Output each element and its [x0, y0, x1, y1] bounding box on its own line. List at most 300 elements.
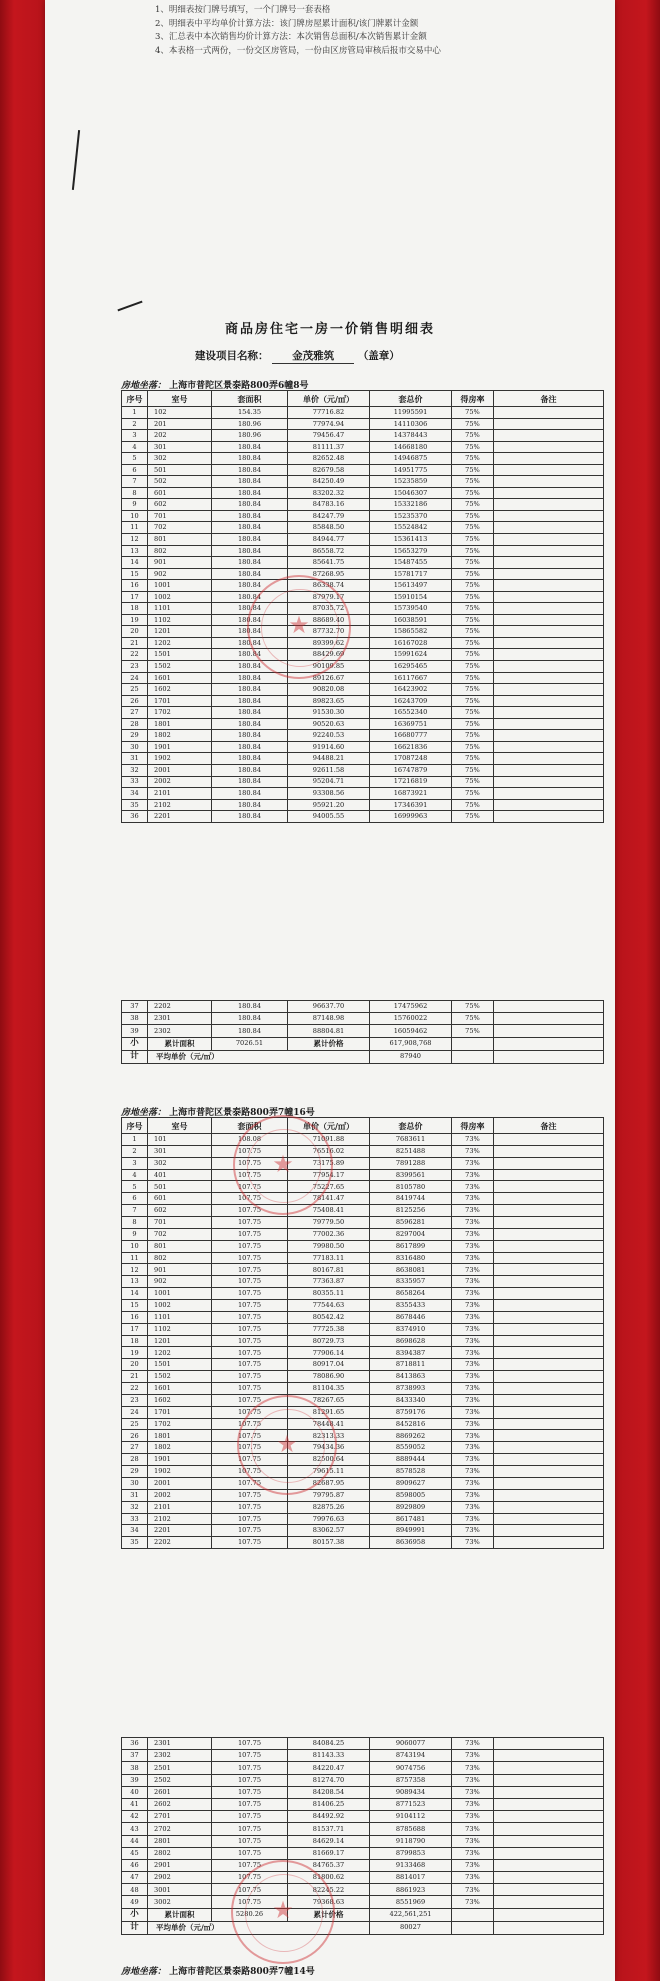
table-cell-remark: [494, 1466, 604, 1478]
table-cell-remark: [494, 1537, 604, 1549]
table-cell: 87035.72: [288, 603, 370, 615]
table-cell: 90820.08: [288, 684, 370, 696]
table-cell: 84492.92: [288, 1811, 370, 1823]
table-cell: 302: [148, 453, 212, 465]
table-cell: 7: [122, 476, 148, 488]
table-cell: 107.75: [212, 1264, 288, 1276]
table-cell: 8636958: [370, 1537, 452, 1549]
table-row: [122, 1228, 604, 1240]
table-cell: 80157.38: [288, 1537, 370, 1549]
table-cell: 1902: [148, 1466, 212, 1478]
table-cell: 36: [122, 1738, 148, 1750]
table-cell: 39: [122, 1774, 148, 1786]
table-cell: 75%: [452, 430, 494, 442]
table-cell: 95921.20: [288, 799, 370, 811]
location-line: [121, 1964, 315, 1977]
table-cell: 107.75: [212, 1181, 288, 1193]
table-row: [122, 1501, 604, 1513]
table-cell: 180.84: [212, 453, 288, 465]
table-row: [122, 1169, 604, 1181]
table-cell: 8759176: [370, 1406, 452, 1418]
table-cell: 801: [148, 534, 212, 546]
table-cell: 73%: [452, 1157, 494, 1169]
table-cell-remark: [494, 1300, 604, 1312]
table-cell: 80355.11: [288, 1288, 370, 1300]
table-row: [122, 1859, 604, 1871]
table-cell: 78448.41: [288, 1418, 370, 1430]
table-cell: 73%: [452, 1335, 494, 1347]
table-cell: 1901: [148, 1454, 212, 1466]
sales-table: [121, 390, 604, 823]
table-cell: 17475962: [370, 1001, 452, 1013]
table-cell: 21: [122, 1371, 148, 1383]
table-cell: 32: [122, 764, 148, 776]
table-cell: 107.75: [212, 1872, 288, 1884]
table-cell: 77183.11: [288, 1252, 370, 1264]
table-cell: 180.84: [212, 476, 288, 488]
table-cell-remark: [494, 811, 604, 823]
table-cell: 73%: [452, 1228, 494, 1240]
table-cell: 91914.60: [288, 741, 370, 753]
average-price-value: 80027: [370, 1921, 452, 1934]
page-title: 商品房住宅一房一价销售明细表: [224, 322, 435, 337]
table-cell: 84944.77: [288, 534, 370, 546]
table-cell: 95204.71: [288, 776, 370, 788]
table-cell: 107.75: [212, 1300, 288, 1312]
table-row: [122, 718, 604, 730]
column-header-area: 套面积: [212, 1118, 288, 1134]
table-cell: 17087248: [370, 753, 452, 765]
table-cell: 84783.16: [288, 499, 370, 511]
table-cell-remark: [494, 1430, 604, 1442]
official-seal: ★: [237, 1395, 337, 1495]
summary-row: [122, 1050, 604, 1063]
table-cell: 2801: [148, 1835, 212, 1847]
notes-list: [155, 4, 441, 58]
table-cell-remark: [494, 1738, 604, 1750]
table-cell: 73%: [452, 1811, 494, 1823]
table-row: [122, 1750, 604, 1762]
table-cell: 84220.47: [288, 1762, 370, 1774]
table-cell: 77002.36: [288, 1228, 370, 1240]
table-cell-remark: [494, 487, 604, 499]
table-cell-remark: [494, 1847, 604, 1859]
table-cell-remark: [494, 1896, 604, 1908]
table-cell: 94005.55: [288, 811, 370, 823]
table-cell: 180.84: [212, 487, 288, 499]
table-cell: 1601: [148, 672, 212, 684]
average-price-value: 87940: [370, 1050, 452, 1063]
table-row: [122, 1466, 604, 1478]
table-row: [122, 707, 604, 719]
table-cell: 180.84: [212, 1025, 288, 1037]
table-cell: 1102: [148, 614, 212, 626]
table-cell-remark: [494, 591, 604, 603]
table-row: [122, 637, 604, 649]
table-row: [122, 1311, 604, 1323]
table-cell: 75%: [452, 614, 494, 626]
table-cell: 79368.63: [288, 1896, 370, 1908]
table-cell: 107.75: [212, 1228, 288, 1240]
table-cell-remark: [494, 1525, 604, 1537]
table-cell-remark: [494, 1157, 604, 1169]
table-cell: 79434.36: [288, 1442, 370, 1454]
table-cell: 401: [148, 1169, 212, 1181]
table-cell-remark: [494, 464, 604, 476]
table-cell: 8559052: [370, 1442, 452, 1454]
table-cell: 33: [122, 1513, 148, 1525]
table-cell: 15: [122, 568, 148, 580]
table-cell-remark: [494, 718, 604, 730]
table-cell: 37: [122, 1750, 148, 1762]
table-cell: 180.84: [212, 499, 288, 511]
table-cell: 16167028: [370, 637, 452, 649]
table-cell: 2: [122, 1145, 148, 1157]
table-cell-remark: [494, 1501, 604, 1513]
table-cell: 7: [122, 1205, 148, 1217]
table-cell: 16552340: [370, 707, 452, 719]
table-cell: 107.75: [212, 1335, 288, 1347]
table-cell: 73%: [452, 1276, 494, 1288]
table-cell: 75%: [452, 464, 494, 476]
table-cell-remark: [494, 1335, 604, 1347]
table-cell: 107.75: [212, 1786, 288, 1798]
table-cell: 15865582: [370, 626, 452, 638]
table-cell: 75%: [452, 441, 494, 453]
table-cell: 107.75: [212, 1738, 288, 1750]
table-cell: 8658264: [370, 1288, 452, 1300]
table-cell: 180.96: [212, 430, 288, 442]
table-cell: 15991624: [370, 649, 452, 661]
table-cell: 75%: [452, 730, 494, 742]
table-row: [122, 799, 604, 811]
table-cell: 42: [122, 1811, 148, 1823]
table-cell: 75%: [452, 603, 494, 615]
table-cell: 77954.17: [288, 1169, 370, 1181]
table-cell: 8909627: [370, 1477, 452, 1489]
table-row: [122, 1252, 604, 1264]
column-header-area: 套面积: [212, 391, 288, 407]
table-cell: 8394387: [370, 1347, 452, 1359]
table-cell: 21: [122, 637, 148, 649]
table-cell: 10: [122, 510, 148, 522]
table-cell: 16117667: [370, 672, 452, 684]
table-cell: 92240.53: [288, 730, 370, 742]
table-cell: 107.75: [212, 1774, 288, 1786]
table-cell: 1601: [148, 1383, 212, 1395]
table-cell: 180.84: [212, 811, 288, 823]
table-cell: 1201: [148, 626, 212, 638]
table-cell: 85641.75: [288, 557, 370, 569]
table-cell: 81669.17: [288, 1847, 370, 1859]
table-cell: 29: [122, 730, 148, 742]
table-row: [122, 407, 604, 419]
table-cell: 73%: [452, 1252, 494, 1264]
table-cell: 1: [122, 407, 148, 419]
table-cell: 2301: [148, 1738, 212, 1750]
table-cell: 8374910: [370, 1323, 452, 1335]
table-row: [122, 1181, 604, 1193]
table-cell: 75%: [452, 580, 494, 592]
table-cell: 88689.40: [288, 614, 370, 626]
table-cell: 73%: [452, 1847, 494, 1859]
table-cell: 1101: [148, 603, 212, 615]
table-cell: 107.75: [212, 1442, 288, 1454]
table-cell: 801: [148, 1240, 212, 1252]
table-cell: 82875.26: [288, 1501, 370, 1513]
table-cell: 8: [122, 1217, 148, 1229]
table-cell-remark: [494, 730, 604, 742]
table-cell: 38: [122, 1762, 148, 1774]
table-cell: 25: [122, 1418, 148, 1430]
table-cell: 73%: [452, 1406, 494, 1418]
table-cell-remark: [494, 1169, 604, 1181]
table-row: [122, 453, 604, 465]
table-cell: 16873921: [370, 788, 452, 800]
table-cell: 8596281: [370, 1217, 452, 1229]
summary-row: [122, 1921, 604, 1934]
table-cell-remark: [494, 430, 604, 442]
table-cell: 23: [122, 1394, 148, 1406]
sales-table: [121, 1737, 604, 1935]
pen-mark: [72, 130, 80, 190]
table-cell: 15781717: [370, 568, 452, 580]
table-cell: [494, 1908, 604, 1921]
table-cell: 81800.62: [288, 1872, 370, 1884]
table-cell: 81291.65: [288, 1406, 370, 1418]
table-cell: 82687.95: [288, 1477, 370, 1489]
table-row: [122, 522, 604, 534]
table-cell: 92611.58: [288, 764, 370, 776]
table-cell: 14: [122, 1288, 148, 1300]
table-cell-remark: [494, 1750, 604, 1762]
table-cell: 81537.71: [288, 1823, 370, 1835]
table-cell: 2201: [148, 1525, 212, 1537]
table-cell: 34: [122, 1525, 148, 1537]
table-row: [122, 1896, 604, 1908]
table-cell: 24: [122, 672, 148, 684]
cumulative-total-label: 累计价格: [288, 1908, 370, 1921]
table-cell: 4: [122, 1169, 148, 1181]
table-cell-remark: [494, 684, 604, 696]
table-cell: 5: [122, 453, 148, 465]
table-cell: 75%: [452, 1001, 494, 1013]
table-cell: 30: [122, 1477, 148, 1489]
table-cell: 2002: [148, 776, 212, 788]
table-cell-remark: [494, 1394, 604, 1406]
project-label: 建设项目名称：: [195, 350, 269, 362]
table-cell: 75%: [452, 776, 494, 788]
table-cell: 2: [122, 418, 148, 430]
table-cell: 38: [122, 1013, 148, 1025]
table-row: [122, 1276, 604, 1288]
table-cell: 73%: [452, 1525, 494, 1537]
table-cell: 180.84: [212, 1013, 288, 1025]
table-row: [122, 441, 604, 453]
table-cell: 15: [122, 1300, 148, 1312]
table-row: [122, 1001, 604, 1013]
table-cell: 1501: [148, 1359, 212, 1371]
table-cell: 73%: [452, 1347, 494, 1359]
table-cell-remark: [494, 1013, 604, 1025]
column-header-unit: 室号: [148, 391, 212, 407]
table-cell-remark: [494, 1454, 604, 1466]
location-address: 上海市普陀区景泰路800弄7幢16号: [169, 1108, 315, 1118]
table-cell: 702: [148, 1228, 212, 1240]
table-cell: 31: [122, 1489, 148, 1501]
column-header-remark: 备注: [494, 1118, 604, 1134]
table-cell-remark: [494, 1205, 604, 1217]
table-cell: 87268.95: [288, 568, 370, 580]
table-cell-remark: [494, 661, 604, 673]
table-cell: 73%: [452, 1371, 494, 1383]
table-cell: 16295465: [370, 661, 452, 673]
table-cell: 3: [122, 430, 148, 442]
table-row: [122, 1025, 604, 1037]
table-row: [122, 764, 604, 776]
table-row: [122, 1288, 604, 1300]
table-cell: 73%: [452, 1823, 494, 1835]
table-row: [122, 1847, 604, 1859]
table-cell: 2002: [148, 1489, 212, 1501]
table-cell: 96637.70: [288, 1001, 370, 1013]
table-cell: 75%: [452, 545, 494, 557]
table-cell-remark: [494, 1811, 604, 1823]
table-cell: 107.75: [212, 1750, 288, 1762]
table-cell: 73%: [452, 1181, 494, 1193]
table-row: [122, 1394, 604, 1406]
table-cell: 16423902: [370, 684, 452, 696]
table-cell-remark: [494, 672, 604, 684]
table-cell: 2502: [148, 1774, 212, 1786]
table-row: [122, 1454, 604, 1466]
table-cell: 79779.50: [288, 1217, 370, 1229]
table-cell: 22: [122, 1383, 148, 1395]
table-cell: 75%: [452, 741, 494, 753]
table-cell: 35: [122, 799, 148, 811]
table-cell: 9: [122, 1228, 148, 1240]
table-cell: 75%: [452, 684, 494, 696]
table-cell-remark: [494, 707, 604, 719]
table-cell-remark: [494, 1252, 604, 1264]
table-cell: 16680777: [370, 730, 452, 742]
table-cell: 15653279: [370, 545, 452, 557]
table-row: [122, 1835, 604, 1847]
table-cell: 22: [122, 649, 148, 661]
table-cell: 1702: [148, 707, 212, 719]
table-cell: 180.84: [212, 695, 288, 707]
table-cell: 8433340: [370, 1394, 452, 1406]
table-cell: 73%: [452, 1454, 494, 1466]
table-cell: 107.75: [212, 1762, 288, 1774]
table-cell: 75%: [452, 1013, 494, 1025]
column-header-ratio: 得房率: [452, 1118, 494, 1134]
table-row: [122, 1205, 604, 1217]
table-cell: 15235370: [370, 510, 452, 522]
table-cell: [452, 1037, 494, 1050]
table-cell-remark: [494, 557, 604, 569]
pen-mark: [117, 301, 142, 312]
table-cell: 180.84: [212, 718, 288, 730]
table-cell-remark: [494, 1798, 604, 1810]
table-cell: 902: [148, 1276, 212, 1288]
table-cell: 180.84: [212, 672, 288, 684]
table-cell: 17: [122, 1323, 148, 1335]
table-cell-remark: [494, 1240, 604, 1252]
table-cell: 180.84: [212, 764, 288, 776]
table-cell: 33: [122, 776, 148, 788]
table-cell: 73%: [452, 1442, 494, 1454]
table-row: [122, 568, 604, 580]
table-cell: 78086.90: [288, 1371, 370, 1383]
table-cell: 77716.82: [288, 407, 370, 419]
table-cell: 44: [122, 1835, 148, 1847]
table-cell: 82500.64: [288, 1454, 370, 1466]
table-row: [122, 1323, 604, 1335]
table-row: [122, 1383, 604, 1395]
table-cell: 75%: [452, 499, 494, 511]
table-cell-remark: [494, 1264, 604, 1276]
table-cell: 73%: [452, 1774, 494, 1786]
table-cell: 202: [148, 430, 212, 442]
table-cell: 73%: [452, 1359, 494, 1371]
table-cell-remark: [494, 476, 604, 488]
table-cell: 1002: [148, 1300, 212, 1312]
summary-row: [122, 1908, 604, 1921]
table-cell: 1802: [148, 730, 212, 742]
table-cell: 73%: [452, 1750, 494, 1762]
table-cell: 75%: [452, 788, 494, 800]
table-cell-remark: [494, 1276, 604, 1288]
table-cell: 85848.50: [288, 522, 370, 534]
table-cell: 81111.37: [288, 441, 370, 453]
table-cell-remark: [494, 1001, 604, 1013]
table-row: [122, 499, 604, 511]
table-cell-remark: [494, 1442, 604, 1454]
table-cell: 1502: [148, 1371, 212, 1383]
table-cell: 8638081: [370, 1264, 452, 1276]
table-cell: 180.84: [212, 580, 288, 592]
table-cell: 28: [122, 718, 148, 730]
table-row: [122, 464, 604, 476]
table-cell: 107.75: [212, 1454, 288, 1466]
table-cell: 10: [122, 1240, 148, 1252]
table-cell-remark: [494, 1872, 604, 1884]
table-cell: 41: [122, 1798, 148, 1810]
table-cell: 107.75: [212, 1371, 288, 1383]
table-row: [122, 603, 604, 615]
table-cell: 84084.25: [288, 1738, 370, 1750]
table-cell: 8718811: [370, 1359, 452, 1371]
table-cell: 1101: [148, 1311, 212, 1323]
table-cell: 802: [148, 1252, 212, 1264]
table-cell-remark: [494, 1025, 604, 1037]
table-cell: 73%: [452, 1786, 494, 1798]
table-cell: [452, 1050, 494, 1063]
table-cell: 180.84: [212, 661, 288, 673]
table-cell-remark: [494, 1371, 604, 1383]
table-cell: 15739540: [370, 603, 452, 615]
table-cell: 80917.04: [288, 1359, 370, 1371]
table-cell: 9060077: [370, 1738, 452, 1750]
table-row: [122, 1477, 604, 1489]
table-cell: 16621836: [370, 741, 452, 753]
table-cell: 301: [148, 441, 212, 453]
table-cell: 502: [148, 476, 212, 488]
table-cell: 1901: [148, 741, 212, 753]
table-cell: 2702: [148, 1823, 212, 1835]
table-cell: 20: [122, 1359, 148, 1371]
